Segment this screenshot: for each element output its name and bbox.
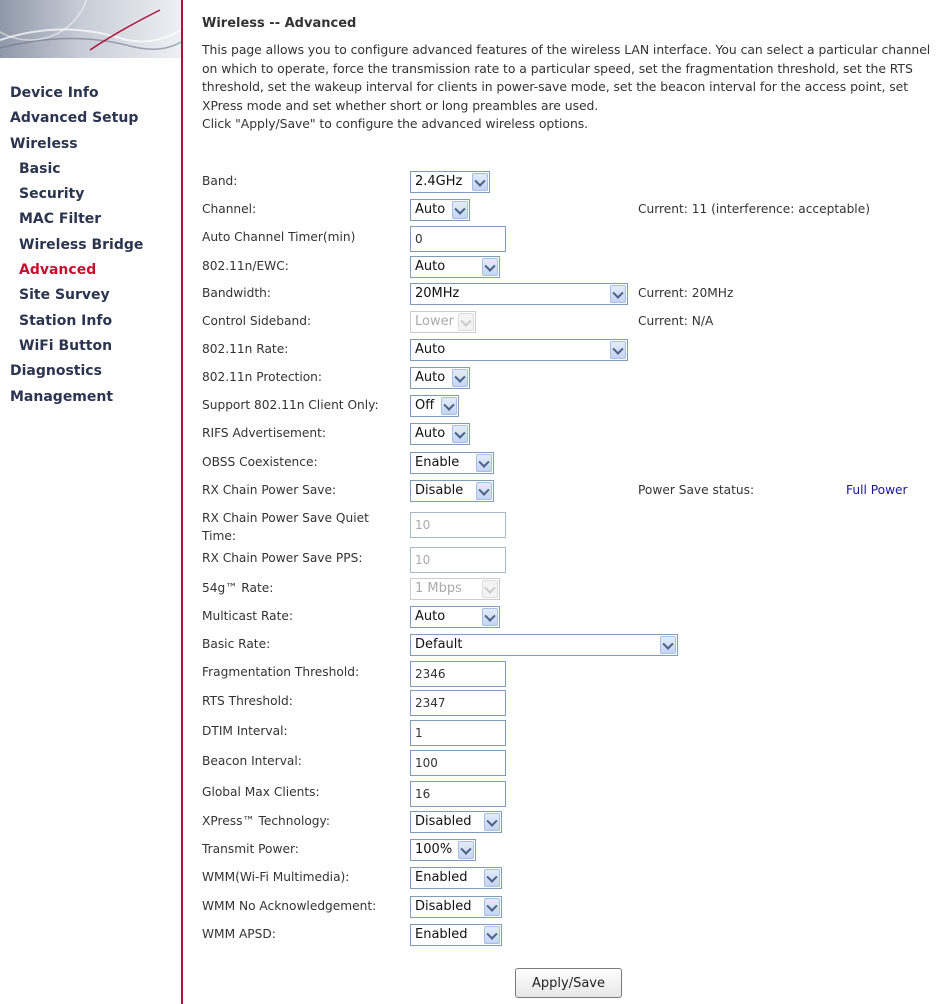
n-protection-label: 802.11n Protection: [202, 370, 323, 384]
beacon-row [202, 750, 940, 776]
dtim-input[interactable] [410, 720, 506, 746]
frag-threshold-row [202, 661, 940, 687]
rx-quiet-time-row [202, 511, 940, 543]
channel-status: Current: 11 (interference: acceptable) [638, 202, 870, 216]
xpress-label: XPress™ Technology: [202, 814, 330, 828]
chevron-down-icon [484, 926, 500, 944]
sidebar [0, 0, 183, 1004]
auto-channel-timer-label: Auto Channel Timer(min) [202, 230, 356, 244]
nav-diagnostics[interactable]: Diagnostics [10, 363, 102, 380]
main-content [202, 0, 940, 1004]
max-clients-input[interactable] [410, 781, 506, 807]
nav-wireless-security[interactable]: Security [19, 186, 85, 203]
rx-pps-row [202, 547, 940, 573]
dtim-row [202, 720, 940, 746]
rts-threshold-input[interactable] [410, 690, 506, 716]
chevron-down-icon [452, 425, 468, 443]
n-client-only-row [202, 394, 940, 420]
nav-management[interactable]: Management [10, 388, 114, 405]
chevron-down-icon [610, 285, 626, 303]
xpress-select[interactable]: Disabled [410, 811, 502, 833]
xpress-row [202, 810, 940, 836]
chevron-down-icon [472, 173, 488, 191]
chevron-down-icon [482, 258, 498, 276]
control-sideband-status: Current: N/A [638, 314, 714, 328]
nav-wireless-basic[interactable]: Basic [19, 160, 61, 177]
g-rate-row [202, 577, 940, 603]
multicast-rate-row [202, 605, 940, 631]
control-sideband-select[interactable]: Lower [410, 311, 476, 333]
control-sideband-row [202, 310, 940, 336]
bandwidth-label: Bandwidth: [202, 286, 271, 300]
rifs-select[interactable]: Auto [410, 423, 470, 445]
frag-threshold-label: Fragmentation Threshold: [202, 665, 360, 679]
chevron-down-icon [660, 636, 676, 654]
rx-chain-power-save-label: RX Chain Power Save: [202, 483, 337, 497]
rx-quiet-time-input[interactable] [410, 512, 506, 538]
bandwidth-row [202, 282, 940, 308]
wmm-apsd-label: WMM APSD: [202, 927, 276, 941]
auto-channel-timer-row [202, 226, 940, 252]
nav-wireless-advanced[interactable]: Advanced [19, 262, 97, 279]
obss-row [202, 451, 940, 477]
wmm-select[interactable]: Enabled [410, 867, 502, 889]
chevron-down-icon [458, 841, 474, 859]
bandwidth-select[interactable]: 20MHz [410, 283, 628, 305]
tx-power-row [202, 838, 940, 864]
chevron-down-icon [484, 813, 500, 831]
rifs-label: RIFS Advertisement: [202, 426, 327, 440]
n-protection-select[interactable]: Auto [410, 367, 470, 389]
power-save-status-label: Power Save status: [638, 483, 755, 497]
rts-threshold-label: RTS Threshold: [202, 694, 293, 708]
basic-rate-select[interactable]: Default [410, 634, 678, 656]
ewc-label: 802.11n/EWC: [202, 259, 289, 273]
obss-select[interactable]: Enable [410, 452, 494, 474]
nav-wifi-button[interactable]: WiFi Button [19, 337, 113, 354]
band-label: Band: [202, 174, 238, 188]
n-protection-row [202, 366, 940, 392]
channel-select[interactable]: Auto [410, 199, 470, 221]
nav-site-survey[interactable]: Site Survey [19, 287, 110, 304]
nav-mac-filter[interactable]: MAC Filter [19, 211, 102, 228]
auto-channel-timer-input[interactable] [410, 226, 506, 252]
apply-save-button[interactable]: Apply/Save [515, 968, 622, 998]
obss-label: OBSS Coexistence: [202, 455, 318, 469]
rx-chain-power-save-select[interactable]: Disable [410, 480, 494, 502]
nav-wireless-bridge[interactable]: Wireless Bridge [19, 236, 144, 253]
description-text: This page allows you to configure advanced features of the wireless LAN interface. You can select a particular channel on which to operate, force the transmission rate to a particular speed, set the fragmentation threshold, set the RTS threshold, set the wakeup interval for clients in power-save mode, set the beacon interval for the access point, set XPress mode and set whether short or long preambles are used. [202, 42, 931, 113]
sidebar-nav [10, 83, 143, 412]
n-rate-label: 802.11n Rate: [202, 342, 289, 356]
n-client-only-label: Support 802.11n Client Only: [202, 398, 379, 412]
n-rate-select[interactable]: Auto [410, 339, 628, 361]
max-clients-row [202, 781, 940, 807]
wmm-label: WMM(Wi-Fi Multimedia): [202, 870, 350, 884]
chevron-down-icon [482, 608, 498, 626]
page-description [202, 41, 937, 134]
rifs-row [202, 422, 940, 448]
bandwidth-status: Current: 20MHz [638, 286, 734, 300]
chevron-down-icon [452, 201, 468, 219]
beacon-input[interactable] [410, 750, 506, 776]
chevron-down-icon [452, 369, 468, 387]
chevron-down-icon [441, 397, 457, 415]
logo-swoosh-graphic [0, 0, 181, 58]
chevron-down-icon [610, 341, 626, 359]
wmm-apsd-row [202, 923, 940, 949]
band-row [202, 170, 940, 196]
ewc-select[interactable]: Auto [410, 256, 500, 278]
nav-station-info[interactable]: Station Info [19, 312, 113, 329]
wmm-noack-select[interactable]: Disabled [410, 896, 502, 918]
nav-device-info[interactable]: Device Info [10, 85, 99, 101]
rx-pps-label: RX Chain Power Save PPS: [202, 551, 363, 565]
power-save-status-value: Full Power [846, 483, 908, 497]
nav-wireless[interactable]: Wireless [10, 135, 78, 152]
basic-rate-label: Basic Rate: [202, 637, 271, 651]
nav-advanced-setup[interactable]: Advanced Setup [10, 110, 139, 127]
tx-power-select[interactable]: 100% [410, 839, 476, 861]
g-rate-label: 54g™ Rate: [202, 581, 274, 595]
rx-chain-power-save-row [202, 479, 940, 505]
n-rate-row [202, 338, 940, 364]
brand-logo [0, 0, 181, 58]
wmm-noack-row [202, 895, 940, 921]
ewc-row [202, 255, 940, 281]
band-select[interactable]: 2.4GHz [410, 171, 490, 193]
control-sideband-label: Control Sideband: [202, 314, 312, 328]
chevron-down-icon [482, 580, 498, 598]
max-clients-label: Global Max Clients: [202, 785, 320, 799]
page-title: Wireless -- Advanced [202, 16, 357, 31]
g-rate-select[interactable]: 1 Mbps [410, 578, 500, 600]
multicast-rate-select[interactable]: Auto [410, 606, 500, 628]
beacon-label: Beacon Interval: [202, 754, 302, 768]
multicast-rate-label: Multicast Rate: [202, 609, 294, 623]
frag-threshold-input[interactable] [410, 661, 506, 687]
rx-quiet-time-label: RX Chain Power Save Quiet Time: [202, 511, 369, 543]
chevron-down-icon [484, 898, 500, 916]
tx-power-label: Transmit Power: [202, 842, 299, 856]
n-client-only-select[interactable]: Off [410, 395, 459, 417]
channel-label: Channel: [202, 202, 257, 216]
rts-threshold-row [202, 690, 940, 716]
rx-pps-input[interactable] [410, 547, 506, 573]
wmm-row [202, 866, 940, 892]
wmm-noack-label: WMM No Acknowledgement: [202, 899, 377, 913]
chevron-down-icon [484, 869, 500, 887]
wmm-apsd-select[interactable]: Enabled [410, 924, 502, 946]
chevron-down-icon [458, 313, 474, 331]
dtim-label: DTIM Interval: [202, 724, 288, 738]
channel-row [202, 198, 940, 224]
chevron-down-icon [476, 482, 492, 500]
basic-rate-row [202, 633, 940, 659]
chevron-down-icon [476, 454, 492, 472]
instruction-text: Click "Apply/Save" to configure the advanced wireless options. [202, 116, 589, 131]
